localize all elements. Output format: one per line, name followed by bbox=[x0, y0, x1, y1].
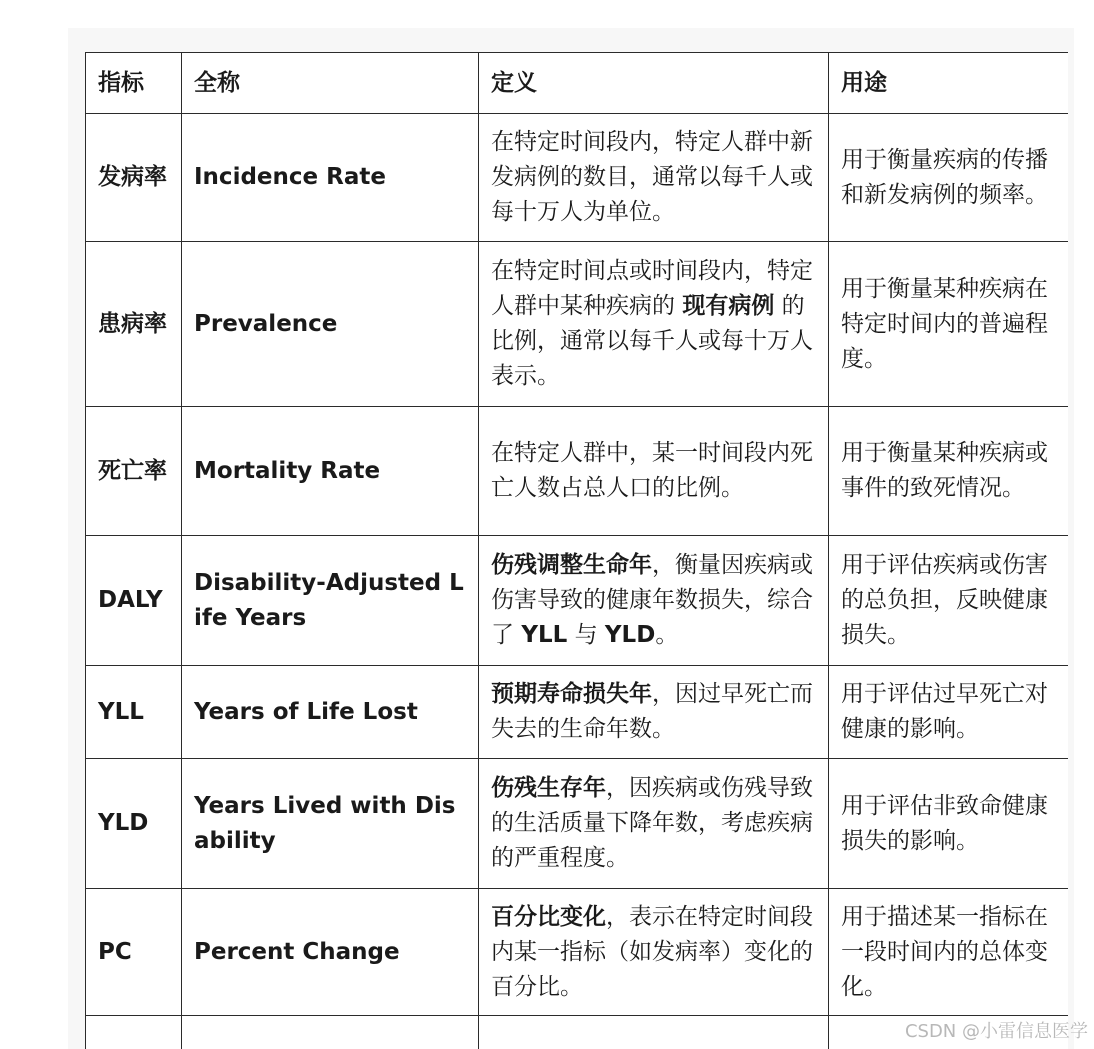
cell-abbr: 患病率 bbox=[86, 242, 182, 407]
cell-definition bbox=[479, 242, 829, 407]
definition-text: 。 bbox=[655, 622, 679, 648]
cell-usage: 用于衡量某种疾病或事件的致死情况。 bbox=[829, 407, 1069, 536]
watermark: CSDN @小雷信息医学 bbox=[904, 1021, 1088, 1042]
cell-definition bbox=[479, 536, 829, 666]
cell-abbr: 死亡率 bbox=[86, 407, 182, 536]
definition-text: ，因过早死亡而失去的生命年数。 bbox=[491, 681, 813, 742]
table-row bbox=[86, 242, 1069, 407]
cell-empty bbox=[479, 1016, 829, 1049]
definition-text: ，因疾病或伤残导致的生活质量下降年数，考虑疾病的严重程度。 bbox=[491, 775, 813, 871]
table-row bbox=[86, 114, 1069, 242]
header-definition: 定义 bbox=[479, 53, 829, 114]
definition-emphasis: 现有病例 bbox=[682, 293, 775, 319]
definition-emphasis: 预期寿命损失年 bbox=[491, 681, 652, 707]
cell-usage: 用于评估疾病或伤害的总负担，反映健康损失。 bbox=[829, 536, 1069, 666]
table-container bbox=[85, 52, 1068, 1049]
cell-empty bbox=[86, 1016, 182, 1049]
cell-full-name: Mortality Rate bbox=[182, 407, 479, 536]
cell-abbr: 发病率 bbox=[86, 114, 182, 242]
cell-definition bbox=[479, 666, 829, 759]
definition-text: ，衡量因疾病或伤害导致的健康年数损失，综合了 bbox=[491, 552, 813, 648]
cell-usage: 用于描述某一指标在一段时间内的总体变化。 bbox=[829, 889, 1069, 1016]
definition-text: ，表示在特定时间段内某一指标（如发病率）变化的百分比。 bbox=[491, 903, 813, 1000]
cell-definition bbox=[479, 759, 829, 889]
cell-abbr: YLL bbox=[86, 666, 182, 759]
cell-empty bbox=[182, 1016, 479, 1049]
definition-text: 在特定人群中，某一时间段内死亡人数占总人口的比例。 bbox=[491, 440, 813, 501]
definition-emphasis: 伤残生存年 bbox=[491, 775, 606, 801]
definition-emphasis: 伤残调整生命年 bbox=[491, 552, 652, 578]
cell-full-name: Years of Life Lost bbox=[182, 666, 479, 759]
cell-full-name: Years Lived with Disability bbox=[182, 759, 479, 889]
cell-abbr: YLD bbox=[86, 759, 182, 889]
cell-usage: 用于衡量疾病的传播和新发病例的频率。 bbox=[829, 114, 1069, 242]
cell-definition bbox=[479, 889, 829, 1016]
cell-usage: 用于衡量某种疾病在特定时间内的普遍程度。 bbox=[829, 242, 1069, 407]
definition-text: 的比例，通常以每千人或每十万人表示。 bbox=[491, 293, 813, 389]
cell-full-name: Disability-Adjusted Life Years bbox=[182, 536, 479, 666]
table-row bbox=[86, 759, 1069, 889]
header-abbr: 指标 bbox=[86, 53, 182, 114]
cell-abbr: DALY bbox=[86, 536, 182, 666]
cell-definition bbox=[479, 407, 829, 536]
table-row bbox=[86, 666, 1069, 759]
metrics-table bbox=[85, 52, 1068, 1049]
header-usage: 用途 bbox=[829, 53, 1069, 114]
cell-definition bbox=[479, 114, 829, 242]
cell-full-name: Prevalence bbox=[182, 242, 479, 407]
definition-emphasis: YLL bbox=[521, 622, 568, 648]
definition-emphasis: YLD bbox=[604, 622, 656, 648]
definition-text: 在特定时间点或时间段内，特定人群中某种疾病的 bbox=[491, 258, 813, 319]
table-row bbox=[86, 536, 1069, 666]
table-header-row bbox=[86, 53, 1069, 114]
cell-full-name: Incidence Rate bbox=[182, 114, 479, 242]
cell-abbr: PC bbox=[86, 889, 182, 1016]
table-row bbox=[86, 407, 1069, 536]
cell-full-name: Percent Change bbox=[182, 889, 479, 1016]
cell-usage: 用于评估过早死亡对健康的影响。 bbox=[829, 666, 1069, 759]
table-row bbox=[86, 889, 1069, 1016]
definition-emphasis: 百分比变化 bbox=[491, 903, 606, 930]
definition-text: 在特定时间段内，特定人群中新发病例的数目，通常以每千人或每十万人为单位。 bbox=[491, 129, 813, 225]
definition-text: 与 bbox=[567, 622, 605, 648]
cell-usage: 用于评估非致命健康损失的影响。 bbox=[829, 759, 1069, 889]
header-full-name: 全称 bbox=[182, 53, 479, 114]
